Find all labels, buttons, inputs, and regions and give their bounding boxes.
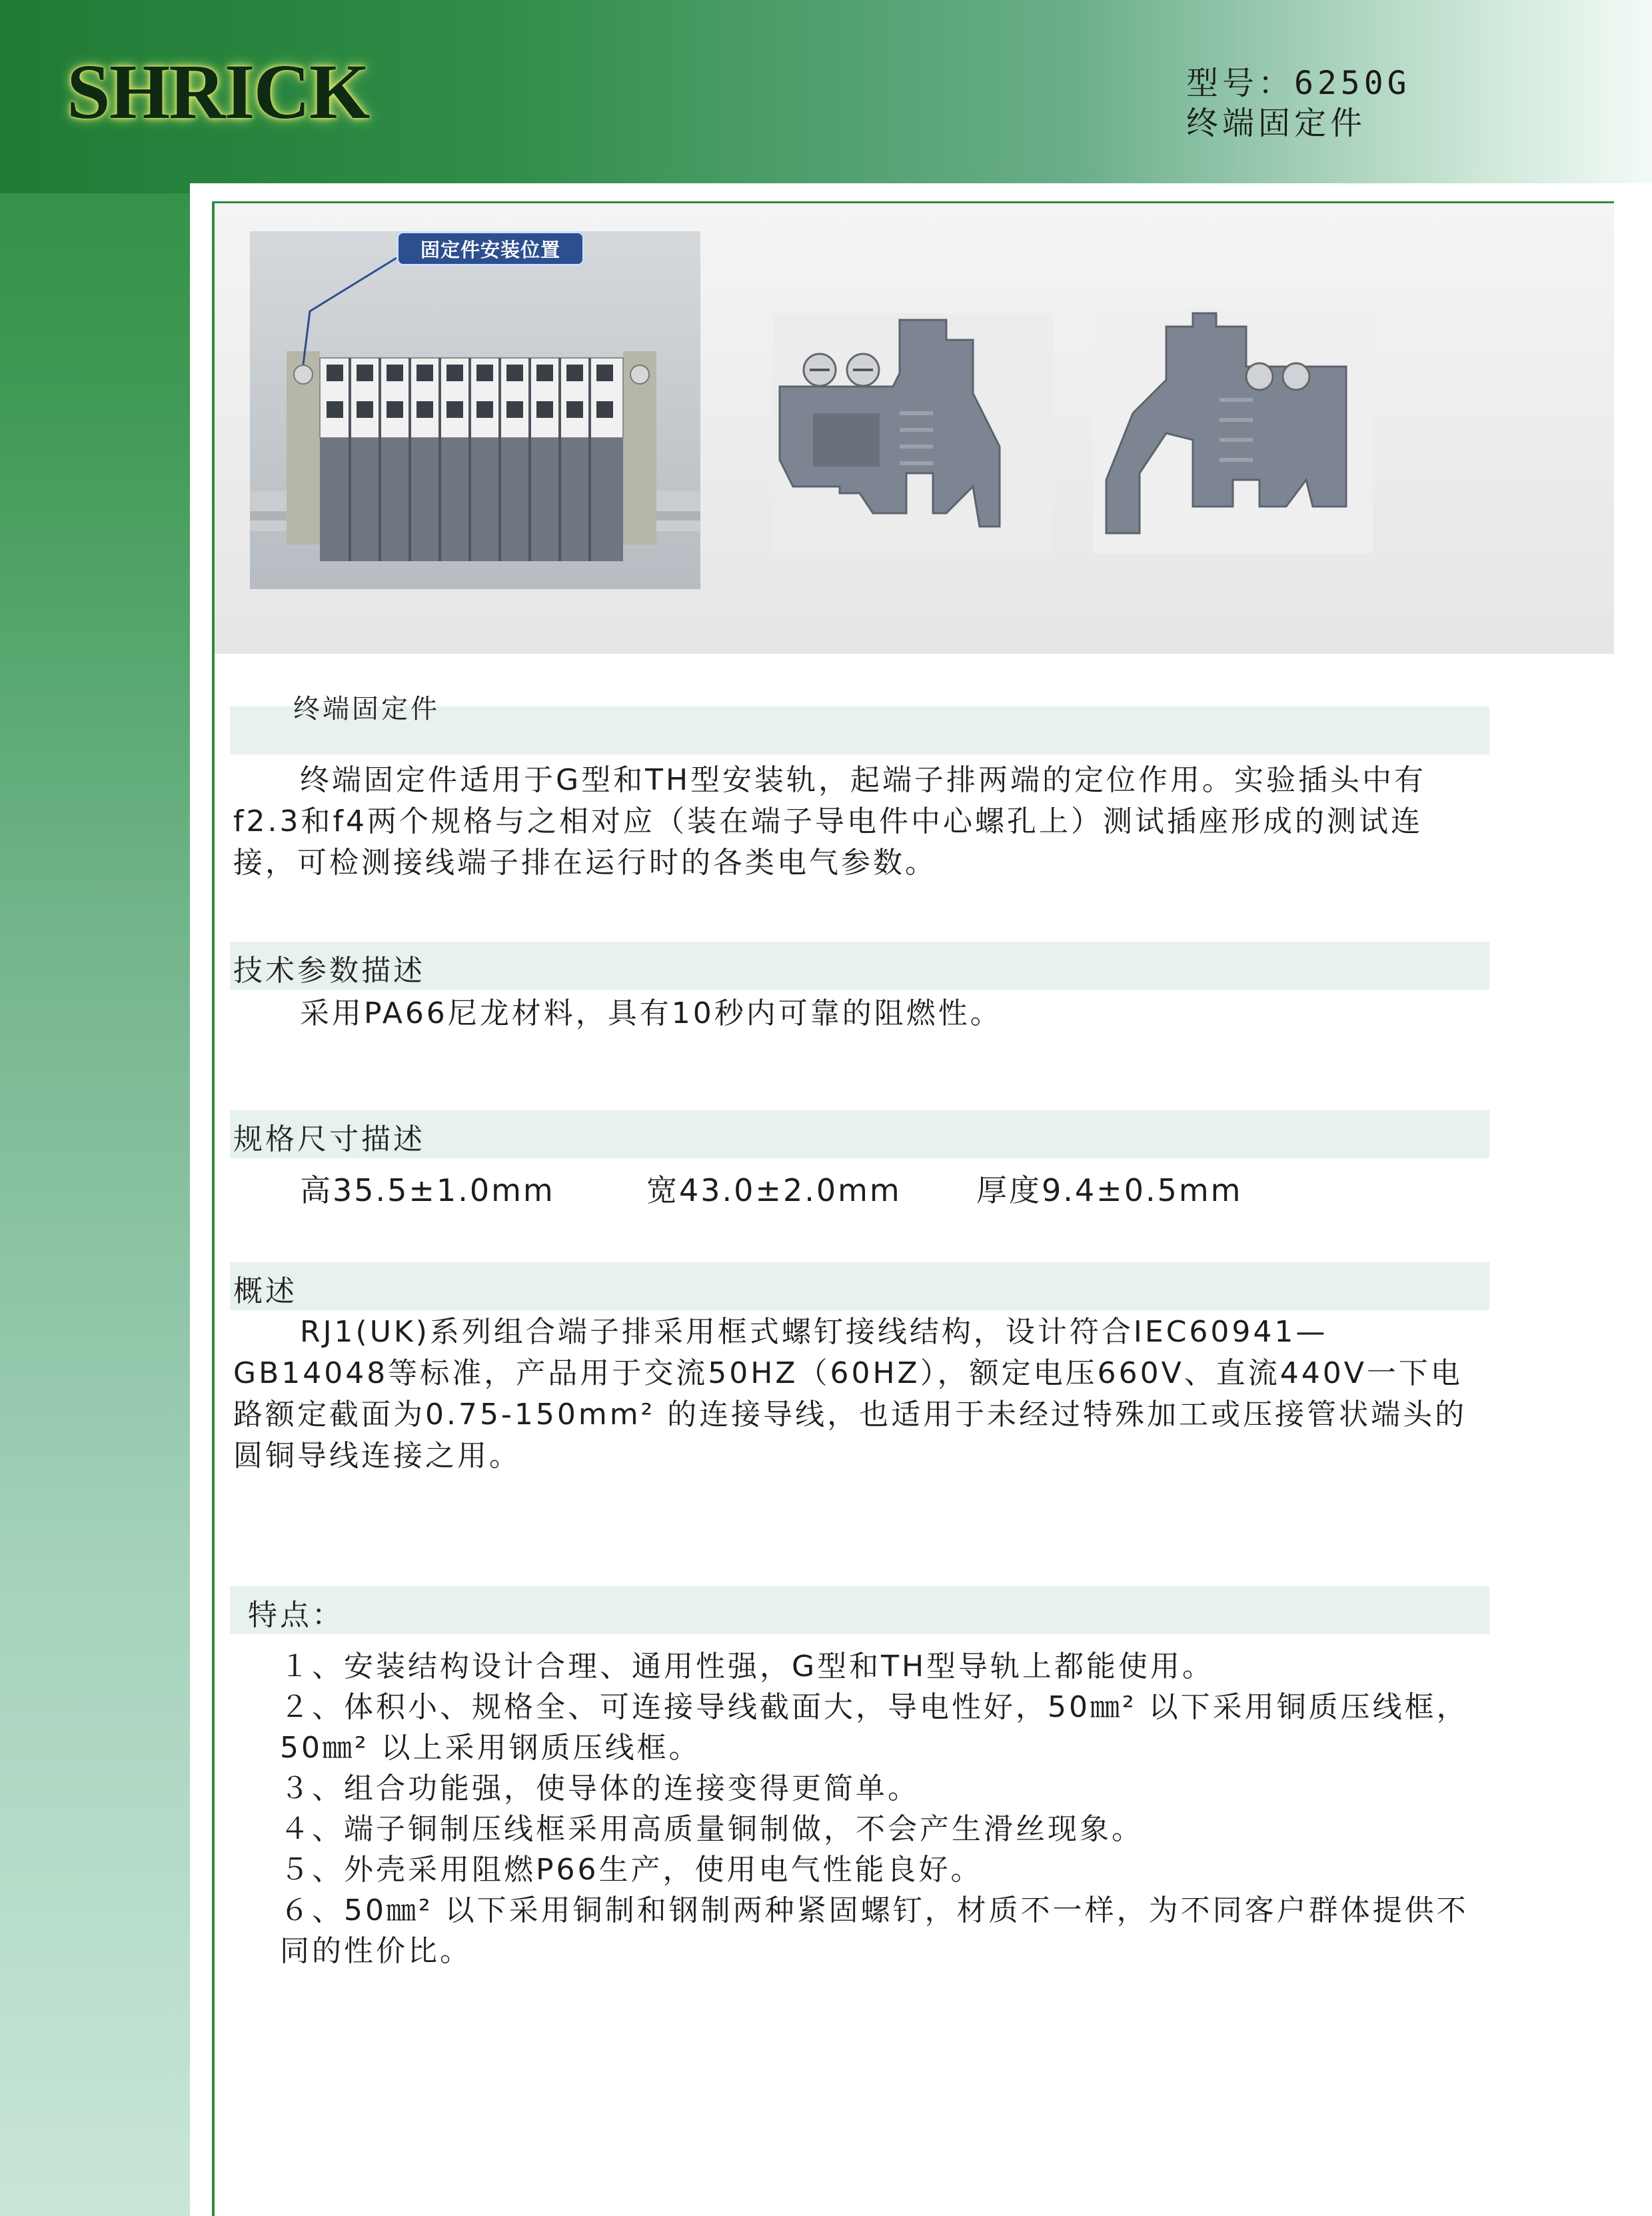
features-title: 特点： [248, 1598, 344, 1632]
end-bracket-front-illustration [773, 313, 1053, 553]
size-title: 规格尺寸描述 [233, 1122, 425, 1156]
product-name: 终端固定件 [1186, 105, 1367, 142]
list-item: ６、50㎜² 以下采用铜制和钢制两种紧固螺钉，材质不一样，为不同客户群体提供不同的性价比。 [280, 1893, 1469, 1968]
overview-section-bar [230, 1262, 1489, 1310]
overview-title: 概述 [233, 1274, 297, 1308]
overview-paragraph: RJ1(UK)系列组合端子排采用框式螺钉接线结构，设计符合IEC60941—GB14048等标准，产品用于交流50HZ（60HZ），额定电压660V、直流440V一下电路额定截面为0.75-150mm² 的连接导线，也适用于未经过特殊加工或压接管状端头的圆铜导线连接之用。 [233, 1315, 1467, 1473]
assembly-photo [250, 231, 700, 589]
spec-height: 高35.5±1.0mm [300, 1172, 555, 1208]
list-item: ５、外壳采用阻燃P66生产，使用电气性能良好。 [280, 1853, 983, 1887]
list-item: ３、组合功能强，使导体的连接变得更简单。 [280, 1771, 920, 1805]
brand-logo: SHRICK [67, 48, 369, 135]
end-bracket-photo-side [1093, 307, 1373, 553]
features-section-bar [230, 1586, 1489, 1634]
intro-paragraph: 终端固定件适用于G型和TH型安装轨，起端子排两端的定位作用。实验插头中有f2.3和f4两个规格与之相对应（装在端子导电件中心螺孔上）测试插座形成的测试连接，可检测接线端子排在运行时的各类电气参数。 [233, 763, 1427, 880]
spec-width: 宽43.0±2.0mm [646, 1172, 902, 1208]
size-specs [300, 1166, 1433, 1208]
end-bracket-side-illustration [1093, 307, 1373, 553]
install-position-callout: 固定件安装位置 [397, 231, 584, 266]
intro-title: 终端固定件 [293, 694, 440, 724]
spec-thickness: 厚度9.4±0.5mm [976, 1172, 1243, 1208]
end-bracket-photo-front [773, 313, 1053, 553]
list-item: ４、端子铜制压线框采用高质量铜制做，不会产生滑丝现象。 [280, 1812, 1144, 1846]
tech-title: 技术参数描述 [233, 954, 425, 988]
features-list [280, 1646, 1493, 1971]
list-item: １、安装结构设计合理、通用性强，G型和TH型导轨上都能使用。 [280, 1650, 1215, 1683]
model-number: 型号：6250G [1186, 65, 1411, 102]
list-item: ２、体积小、规格全、可连接导线截面大，导电性好，50㎜² 以下采用铜质压线框，50㎜² 以上采用钢质压线框。 [280, 1690, 1469, 1765]
terminal-block-illustration [250, 231, 700, 589]
model-info [1186, 63, 1411, 143]
tech-paragraph: 采用PA66尼龙材料，具有10秒内可靠的阻燃性。 [300, 996, 1002, 1030]
